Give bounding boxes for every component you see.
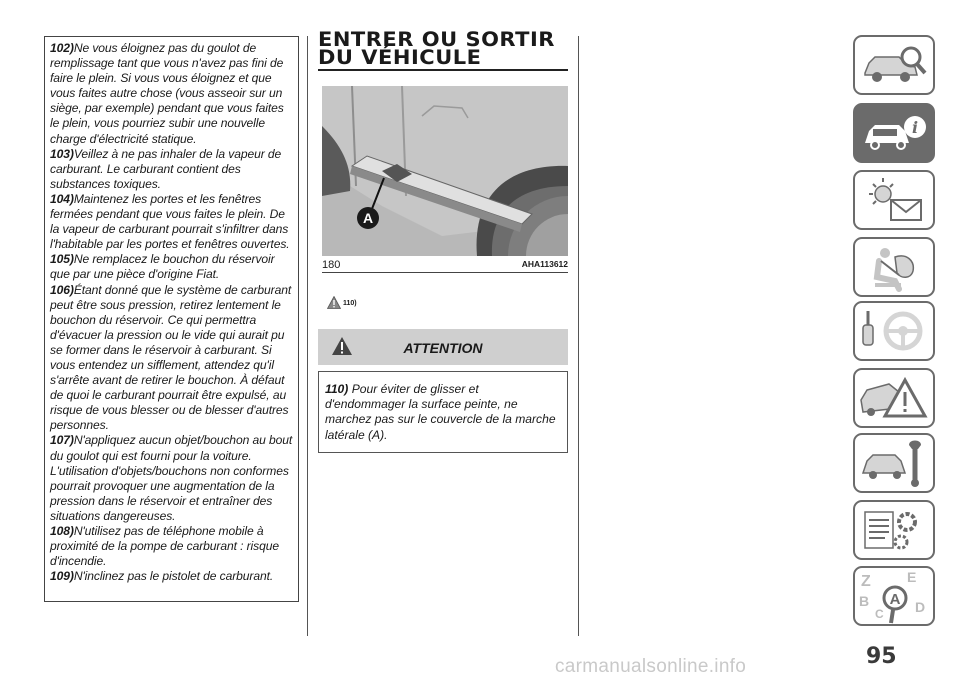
note-107: 107)N'appliquez aucun objet/bouchon au bout du goulot qui est fourni pour la voiture. L'utilisation d'objets/bouchons non conformes pourrait provoquer une augmentation de la pression dans le réservoir et entraîner des situations dangereuses. bbox=[50, 433, 293, 523]
warning-light-message-icon bbox=[855, 172, 933, 228]
callout-a-label: A bbox=[362, 210, 374, 226]
vehicle-side-step-illustration bbox=[322, 86, 568, 256]
note-105: 105)Ne remplacez le bouchon du réservoir que par une pièce d'origine Fiat. bbox=[50, 252, 275, 282]
note-106: 106)Étant donné que le système de carburant peut être sous pression, retirez lentement le bouchon du réservoir. Ce qui permettra d'évacuer la pression ou le vide qui aurait pu se former dans le réservoir à carburant. Si vous entendez un sifflement, attendez qu'il s'arrête avant de retirer le bouchon. À défaut de quoi le carburant pourrait être expulsé, au risque de vous blesser ou de blesser d'autres personnes. bbox=[50, 282, 292, 433]
airbag-seat-icon bbox=[855, 239, 933, 295]
list-gears-icon bbox=[855, 502, 933, 558]
attention-note-number: 110) bbox=[325, 382, 349, 396]
svg-text:E: E bbox=[907, 569, 917, 585]
note-103: 103)Veillez à ne pas inhaler de la vapeur de carburant. Le carburant contient des substances toxiques. bbox=[50, 146, 282, 191]
fuel-warnings-box bbox=[44, 36, 299, 602]
tab-starting-driving[interactable] bbox=[853, 301, 935, 361]
column-divider bbox=[307, 36, 308, 636]
tab-index[interactable] bbox=[853, 566, 935, 626]
tab-warning-lights[interactable] bbox=[853, 170, 935, 230]
car-magnifier-icon bbox=[855, 37, 933, 93]
section-title: ENTRER OU SORTIR DU VÉHICULE bbox=[318, 28, 555, 69]
svg-text:A: A bbox=[889, 591, 901, 608]
side-step-figure bbox=[322, 86, 568, 256]
attention-title: ATTENTION bbox=[403, 340, 483, 356]
page-number: 95 bbox=[866, 644, 897, 669]
figure-caption bbox=[322, 257, 568, 273]
tab-safety[interactable] bbox=[853, 237, 935, 297]
note-109: 109)N'inclinez pas le pistolet de carburant. bbox=[50, 569, 274, 584]
caption-rule bbox=[322, 272, 568, 273]
svg-text:i: i bbox=[911, 118, 919, 137]
attention-note-text: Pour éviter de glisser et d'endommager la surface peinte, ne marchez pas sur le couvercle de la marche latérale (A). bbox=[325, 382, 556, 442]
figure-number: 180 bbox=[322, 259, 341, 271]
note-108: 108)N'utilisez pas de téléphone mobile à proximité de la pompe de carburant : risque d'incendie. bbox=[50, 524, 279, 569]
note-104: 104)Maintenez les portes et les fenêtres fermées pendant que vous faites le plein. De la vapeur de carburant pourrait s'infiltrer dans l'habitable par les portes et fenêtres ouvertes. bbox=[50, 191, 290, 252]
tab-emergency[interactable] bbox=[853, 368, 935, 428]
watermark: carmanualsonline.info bbox=[555, 656, 747, 677]
svg-text:D: D bbox=[915, 599, 926, 615]
tab-getting-to-know-car[interactable] bbox=[853, 103, 935, 163]
attention-header bbox=[318, 329, 568, 365]
car-info-icon bbox=[855, 105, 933, 161]
key-steering-wheel-icon bbox=[855, 303, 933, 359]
svg-text:C: C bbox=[875, 607, 884, 621]
tab-getting-to-know-dashboard[interactable] bbox=[853, 35, 935, 95]
tab-technical-data[interactable] bbox=[853, 500, 935, 560]
svg-text:B: B bbox=[859, 593, 870, 609]
svg-text:Z: Z bbox=[861, 573, 871, 590]
title-underline bbox=[318, 69, 568, 71]
car-warning-triangle-icon bbox=[855, 370, 933, 426]
attention-body bbox=[318, 371, 568, 453]
note-102: 102)Ne vous éloignez pas du goulot de remplissage tant que vous n'avez pas fini de faire le plein. Si vous vous éloignez et que vous faites autre chose (vous asseoir sur un siège, par exemple) pendant que vous faites le plein, vous pourriez subir une nouvelle charge d'électricité statique. bbox=[50, 41, 284, 146]
column-divider-right bbox=[578, 36, 579, 636]
car-wrench-icon bbox=[855, 435, 933, 491]
tab-maintenance[interactable] bbox=[853, 433, 935, 493]
alphabet-magnifier-icon bbox=[855, 568, 933, 624]
warning-triangle-icon bbox=[327, 296, 341, 309]
figure-code: AHA113612 bbox=[521, 259, 568, 269]
warning-reference: 110) bbox=[327, 296, 387, 314]
